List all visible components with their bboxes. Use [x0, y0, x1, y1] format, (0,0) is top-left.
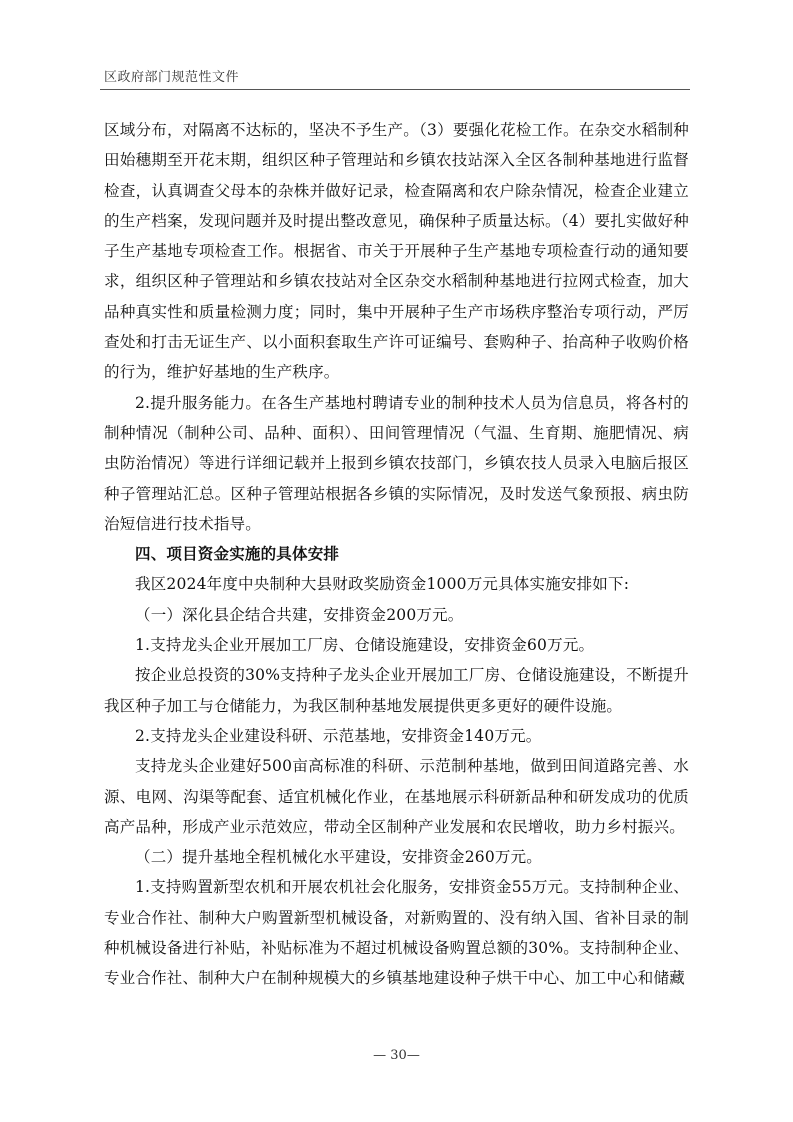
item-processing-facilities: 1.支持龙头企业开展加工厂房、仓储设施建设，安排资金60万元。: [135, 636, 595, 655]
paragraph-service-capacity: 2.提升服务能力。在各生产基地村聘请专业的制种技术人员为信息员，将各村的制种情况（制种公司、品种、面积）、田间管理情况（气温、生育期、施肥情况、病虫防治情况）等进行详细记载并上报到乡镇农技部门，乡镇农技人员录入电脑后报区种子管理站汇总。区种子管理站根据各乡镇的实际情况，及时发送气象预报、病虫防治短信进行技术指导。: [104, 393, 689, 533]
item-research-base: 2.支持龙头企业建设科研、示范基地，安排资金140万元。: [135, 726, 542, 745]
paragraph-continued: 区域分布，对隔离不达标的，坚决不予生产。（3）要强化花检工作。在杂交水稻制种田始穗期至开花末期，组织区种子管理站和乡镇农技站深入全区各制种基地进行监督检查，认真调查父母本的杂株并做好记录，检查隔离和农户除杂情况，检查企业建立的生产档案，发现问题并及时提出整改意见，确保种子质量达标。（4）要扎实做好种子生产基地专项检查工作。根据省、市关于开展种子生产基地专项检查行动的通知要求，组织区种子管理站和乡镇农技站对全区杂交水稻制种基地进行拉网式检查，加大品种真实性和质量检测力度；同时，集中开展种子生产市场秩序整治专项行动，严厉查处和打击无证生产、以小面积套取生产许可证编号、套购种子、抬高种子收购价格的行为，维护好基地的生产秩序。: [104, 121, 689, 382]
paragraph-research-base: 支持龙头企业建好500亩高标准的科研、示范制种基地，做到田间道路完善、水源、电网、沟渠等配套、适宜机械化作业，在基地展示科研新品种和研发成功的优质高产品种，形成产业示范效应，带动全区制种产业发展和农民增收，助力乡村振兴。: [104, 757, 689, 836]
document-body: [104, 115, 689, 994]
section-heading-funding: 四、项目资金实施的具体安排: [135, 544, 340, 564]
paragraph-new-machinery: 1.支持购置新型农机和开展农机社会化服务，安排资金55万元。支持制种企业、专业合作社、制种大户购置新型机械设备，对新购置的、没有纳入国、省补目录的制种机械设备进行补贴，补贴标准为不超过机械设备购置总额的30%。支持制种企业、专业合作社、制种大户在制种规模大的乡镇基地建设种子烘干中心、加工中心和储藏: [104, 878, 689, 988]
header-divider: [100, 89, 690, 90]
subheading-mechanization: （二）提升基地全程机械化水平建设，安排资金260万元。: [135, 848, 542, 867]
subheading-county-enterprise: （一）深化县企结合共建，安排资金200万元。: [135, 605, 464, 624]
document-header-title: 区政府部门规范性文件: [104, 70, 240, 85]
paragraph-funding-intro: 我区2024年度中央制种大县财政奖励资金1000万元具体实施安排如下:: [135, 575, 630, 594]
page-number: — 30—: [373, 1048, 420, 1063]
paragraph-processing-facilities: 按企业总投资的30%支持种子龙头企业开展加工厂房、仓储设施建设，不断提升我区种子加工与仓储能力，为我区制种基地发展提供更多更好的硬件设施。: [104, 666, 689, 715]
